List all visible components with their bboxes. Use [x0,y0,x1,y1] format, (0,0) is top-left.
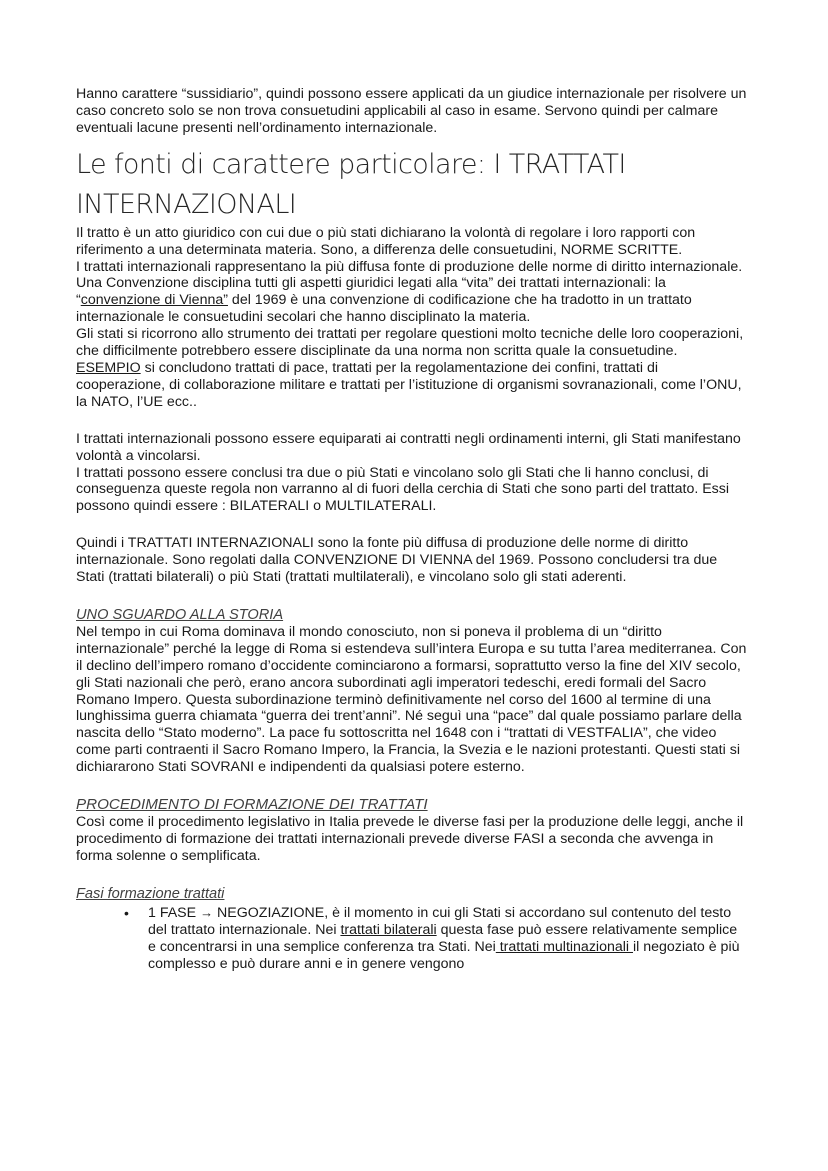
intro-paragraph: Hanno carattere “sussidiario”, quindi possono essere applicati da un giudice internazionale per risolvere un caso concreto solo se non trova consuetudini applicabili al caso in esame. Servono quindi per calmare eventuali lacune presenti nell’ordinamento internazionale. [76,86,747,136]
phases-list [76,905,748,973]
bilateral-multilateral-paragraph: I trattati possono essere conclusi tra due o più Stati e vincolano solo gli Stati che li hanno conclusi, di conseguenza queste regola non varranno al di fuori della cerchia di Stati che sono parti del trattato. Essi possono quindi essere : BILATERALI o MULTILATERALI. [76,464,730,515]
phases-title: Fasi formazione trattati [76,885,225,902]
procedure-title: PROCEDIMENTO DI FORMAZIONE DEI TRATTATI [76,796,428,814]
history-title: UNO SGUARDO ALLA STORIA [76,606,284,623]
procedure-paragraph: Così come il procedimento legislativo in Italia prevede le diverse fasi per la produzione delle leggi, anche il procedimento di formazione dei trattati internazionali prevede diverse FASI a seconda che avvenga in forma solenne o semplificata. [76,814,744,864]
example-label: ESEMPIO [76,359,141,376]
list-item: • 1 FASE → NEGOZIAZIONE, è il momento in cui gli Stati si accordano sul contenuto del testo del trattato internazionale. Nei trattati bilaterali questa fase può essere relativamente semplice e concentrarsi in una semplice conferenza tra Stati. Nei trattati multinazionali il negoziato è più complesso e può durare anni e in genere vengono [124,904,740,972]
vienna-convention-paragraph [76,275,748,326]
section-heading: Le fonti di carattere particolare: I TRATTATI INTERNAZIONALI [76,148,626,220]
treaty-definition: Il tratto è un atto giuridico con cui due o più stati dichiarano la volontà di regolare i loro rapporti con riferimento a una determinata materia. Sono, a differenza delle consuetudini, NORME SCRITTE. [76,224,696,258]
bilateral-treaties-link: trattati bilaterali [340,921,437,938]
treaty-main-source: I trattati internazionali rappresentano la più diffusa fonte di produzione delle norme di diritto internazionale. [76,258,743,275]
technical-cooperation-paragraph: Gli stati si ricorrono allo strumento dei trattati per regolare questioni molto tecniche delle loro cooperazioni, che difficilmente potrebbero essere disciplinate da una norma non scritta quale la consuetudine. [76,326,744,360]
contracts-comparison-paragraph: I trattati internazionali possono essere equiparati ai contratti negli ordinamenti interni, gli Stati manifestano volontà a vincolarsi. [76,430,741,464]
bullet-icon: • [124,904,129,921]
vienna-text-after: del 1969 è una convenzione di codificazione che ha tradotto in un trattato internazionale le consuetudini secolari che hanno disciplinato la materia. [76,292,692,326]
example-paragraph [76,360,748,411]
vienna-convention-link: convenzione di Vienna” [80,292,228,309]
multinational-treaties-link: trattati multinazionali [495,938,633,955]
right-arrow-icon: → [200,904,214,920]
example-text: si concludono trattati di pace, trattati per la regolamentazione dei confini, trattati di cooperazione, di collaborazione militare e trattati per l’istituzione di organismi sovranazionali, come l’ONU, la NATO, l’UE ecc.. [76,359,742,410]
summary-paragraph: Quindi i TRATTATI INTERNAZIONALI sono la fonte più diffusa di produzione delle norme di diritto internazionale. Sono regolati dalla CONVENZIONE DI VIENNA del 1969. Possono concludersi tra due Stati (trattati bilaterali) o più Stati (trattati multilaterali), e vincolano solo gli stati aderenti. [76,535,718,586]
history-paragraph: Nel tempo in cui Roma dominava il mondo conosciuto, non si poneva il problema di un “diritto internazionale” perché la legge di Roma si estendeva sull’intera Europa e su tutta l’area mediterranea. Con il declino dell’impero romano d’occidente cominciarono a formarsi, soprattutto verso la fine del XIV secolo, gli Stati nazionali che però, erano ancora subordinati agli imperatori tedeschi, eredi formali del Sacro Romano Impero. Questa subordinazione terminò definitivamente nel corso del 1600 al termine di una lunghissima guerra chiamata “guerra dei trent’anni”. Né seguì una “pace” dal quale possiamo parlare della nascita dello “Stato moderno”. La pace fu sottoscritta nel 1648 con i “trattati di VESTFALIA”, che video come parti contraenti il Sacro Romano Impero, la Francia, la Svezia e le nazioni protestanti. Questi stati si dichiararono Stati SOVRANI e indipendenti da qualsiasi potere esterno. [76,623,747,776]
vienna-text-before: Una Convenzione disciplina tutti gli aspetti giuridici legati alla “vita” dei trattati internazionali: la “ [76,275,666,309]
